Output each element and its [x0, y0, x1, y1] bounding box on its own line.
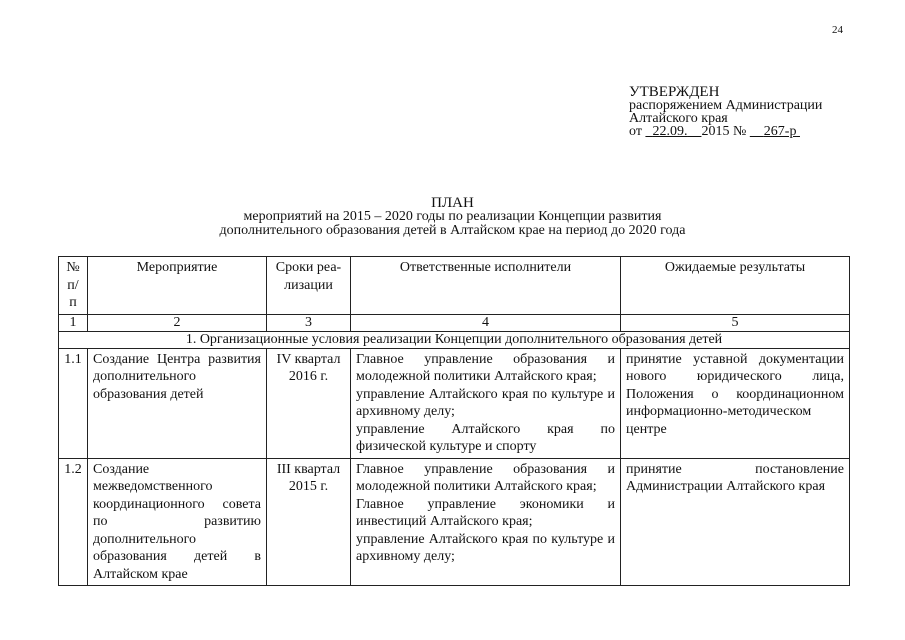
header-results: Ожидаемые результаты	[621, 257, 850, 315]
row-event: Создание межведомственного координационного совета по развитию дополнительного образования детей в Алтайском крае	[88, 458, 267, 586]
col-number-5: 5	[621, 314, 850, 331]
document-heading	[0, 196, 905, 238]
approval-line-1: распоряжением Администрации	[629, 98, 823, 113]
order-number	[750, 124, 800, 139]
row-event: Создание Центра развития дополнительного образования детей	[88, 348, 267, 458]
header-event: Мероприятие	[88, 257, 267, 315]
approval-line-2: Алтайского края	[629, 111, 728, 126]
date-value	[645, 124, 701, 139]
header-dates-line-2: лизации	[284, 277, 333, 293]
row-results: принятие уставной документации нового юридического лица, Положения о координационном информационно-методическом центре	[621, 348, 850, 458]
header-dates	[267, 257, 351, 315]
row-num: 1.2	[59, 458, 88, 586]
page-number: 24	[832, 24, 843, 36]
executor-item: управление Алтайского края по физической культуре и спорту	[356, 421, 615, 454]
plan-title: ПЛАН	[431, 195, 474, 211]
header-num-line-2: п/п	[67, 277, 79, 310]
section-title: 1. Организационные условия реализации Концепции дополнительного образования детей	[59, 331, 850, 348]
col-number-4: 4	[351, 314, 621, 331]
date-value-text: 22.09.	[652, 124, 688, 139]
header-dates-line-1: Сроки реа-	[275, 260, 342, 275]
year-text: 2015 №	[701, 124, 747, 139]
row-num: 1.1	[59, 348, 88, 458]
row-dates-line-1: III квартал	[276, 461, 341, 477]
row-executors	[351, 348, 621, 458]
row-dates	[267, 348, 351, 458]
row-results: принятие постановление Администрации Алтайского края	[621, 458, 850, 586]
col-number-3: 3	[267, 314, 351, 331]
table-row	[59, 348, 850, 458]
heading-line-2: дополнительного образования детей в Алтайском крае на период до 2020 года	[219, 223, 686, 238]
executor-item: управление Алтайского края по культуре и архивному делу;	[356, 386, 615, 419]
executor-item: Главное управление образования и молодежной политики Алтайского края;	[356, 351, 615, 384]
header-row	[59, 257, 850, 315]
executor-item: Главное управление образования и молодежной политики Алтайского края;	[356, 461, 615, 494]
column-number-row	[59, 314, 850, 331]
col-number-1: 1	[59, 314, 88, 331]
header-num	[59, 257, 88, 315]
row-dates	[267, 458, 351, 586]
approval-title: УТВЕРЖДЕН	[629, 84, 720, 100]
row-dates-line-2: 2015 г.	[288, 479, 329, 494]
col-number-2: 2	[88, 314, 267, 331]
table-row	[59, 458, 850, 586]
row-dates-line-2: 2016 г.	[288, 369, 329, 384]
executor-item: управление Алтайского края по культуре и архивному делу;	[356, 531, 615, 564]
executor-item: Главное управление экономики и инвестиций Алтайского края;	[356, 496, 615, 529]
row-executors	[351, 458, 621, 586]
section-row	[59, 331, 850, 348]
approval-date-line	[629, 125, 822, 138]
heading-line-1: мероприятий на 2015 – 2020 годы по реализации Концепции развития	[243, 209, 662, 224]
row-dates-line-1: IV квартал	[276, 351, 341, 367]
header-executors: Ответственные исполнители	[351, 257, 621, 315]
plan-table	[58, 256, 850, 586]
approval-block	[629, 86, 822, 138]
header-num-line-1: №	[66, 260, 80, 275]
date-prefix: от	[629, 124, 642, 139]
order-number-text: 267-р	[763, 124, 797, 139]
